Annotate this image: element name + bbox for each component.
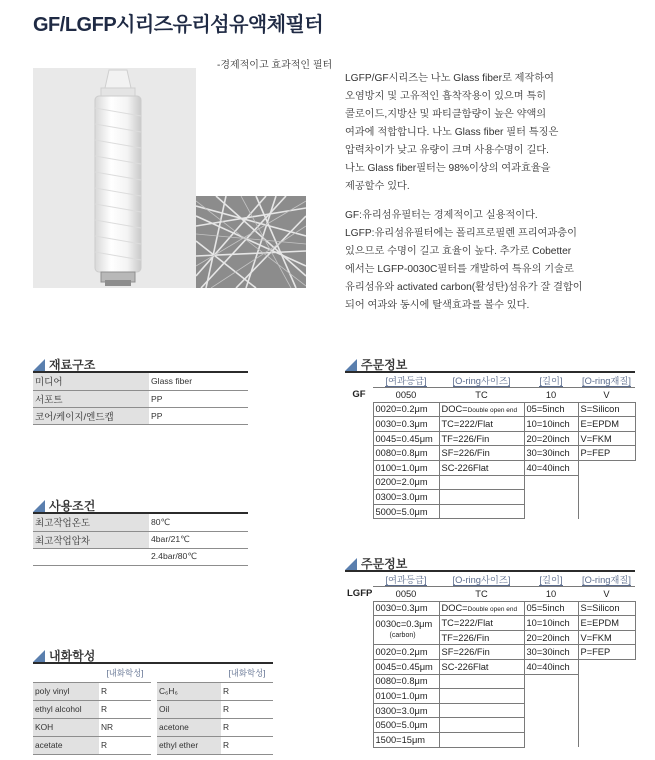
grade-option: 0300=3.0μm [373,703,439,718]
spec-label [33,548,149,565]
grade-option: 0200=2.0μm [373,475,439,490]
example-value: 10 [524,388,578,403]
chemical-table [33,664,273,755]
grade-option: 0030=0.3μm [373,601,439,616]
oring-option: DOC=Double open end [439,601,524,616]
spec-value: PP [149,407,248,424]
oring-option: TF=226/Fin [439,431,524,446]
table-row [345,660,635,675]
grade-option: 0030=0.3μm [373,417,439,432]
table-row [345,718,635,733]
description-para-1 [345,70,615,196]
spec-label: 서포트 [33,390,149,407]
example-value: TC [439,388,524,403]
material-table [33,373,248,425]
grade-option: 0045=0.45μm [373,660,439,675]
length-option: 20=20inch [524,431,578,446]
table-row [345,587,635,602]
material-option: S=Silicon [578,601,635,616]
grade-option: 0020=0.2μm [373,645,439,660]
material-option: V=FKM [578,431,635,446]
chem-value: R [99,736,151,754]
spec-label: 최고작업온도 [33,514,149,531]
order-col-header: [O-ring재질] [578,572,635,587]
example-value: 10 [524,587,578,602]
table-row [33,736,273,754]
length-option: 20=20inch [524,630,578,645]
section-marker-icon [33,650,45,662]
table-row [33,390,248,407]
oring-option: SC-226Flat [439,660,524,675]
glass-fiber-micro-image [196,196,306,288]
length-option: 05=5inch [524,402,578,417]
material-option: V=FKM [578,630,635,645]
table-row [345,417,635,432]
material-option: E=EPDM [578,616,635,631]
conditions-table [33,514,248,566]
desc-line: 되어 여과와 동시에 탈색효과를 볼수 있다. [345,300,530,311]
grade-option: 0100=1.0μm [373,689,439,704]
chem-name: poly vinyl [33,682,99,700]
table-row [33,700,273,718]
table-row [33,373,248,390]
desc-line: 에서는 LGFP-0030C필터를 개발하여 특유의 기술로 [345,264,574,275]
section-title: 재료구조 [49,357,96,372]
desc-line: LGFP:유리섬유필터에는 폴리프로필렌 프리여과층이 [345,228,577,239]
grade-option: 0080=0.8μm [373,446,439,461]
chem-name: C₆H₆ [157,682,221,700]
order-col-header: [길이] [524,572,578,587]
spec-label: 최고작업압차 [33,531,149,548]
table-row [345,402,635,417]
table-row [345,475,635,490]
grade-option: 0080=0.8μm [373,674,439,689]
desc-line: 유리섬유와 activated carbon(활성탄)섬유가 잘 결합이 [345,282,583,293]
grade-note: (carbon) [389,632,416,640]
grade-option: 0020=0.2μm [373,402,439,417]
series-code: GF [352,389,366,401]
spec-label: 미디어 [33,373,149,390]
section-marker-icon [345,359,357,371]
example-value: 0050 [373,388,439,403]
length-option: 30=30inch [524,446,578,461]
chem-value: R [99,700,151,718]
oring-note: Double open end [467,606,518,614]
order-col-header: [O-ring사이즈] [439,572,524,587]
table-row [345,572,635,587]
spec-value: 2.4bar/80℃ [149,548,248,565]
oring-option: DOC=Double open end [439,402,524,417]
order-col-header: [O-ring재질] [578,373,635,388]
oring-note: Double open end [467,407,518,415]
table-row [33,514,248,531]
order-col-header: [여과등급] [373,572,439,587]
grade-option: 0100=1.0μm [373,461,439,476]
chem-value: NR [99,718,151,736]
table-row [33,531,248,548]
section-title: 사용조건 [49,498,96,513]
chem-value: R [99,682,151,700]
spec-label: 코어/케이지/엔드캡 [33,407,149,424]
example-value: 0050 [373,587,439,602]
material-section-header [33,356,248,373]
chem-name: ethyl ether [157,736,221,754]
chem-value: R [221,700,273,718]
desc-line: GF:유리섬유필터는 경제적이고 실용적이다. [345,210,538,221]
length-option: 10=10inch [524,616,578,631]
length-option: 40=40inch [524,660,578,675]
table-row [345,703,635,718]
order-lgfp-table [345,572,636,748]
spec-value: Glass fiber [149,373,248,390]
table-row [345,504,635,519]
desc-line: 여과에 적합합니다. 나노 Glass fiber 필터 특징은 [345,127,559,138]
table-row [33,664,273,682]
example-value: TC [439,587,524,602]
chem-name: ethyl alcohol [33,700,99,718]
section-marker-icon [33,500,45,512]
example-value: V [578,388,635,403]
chem-value: R [221,682,273,700]
oring-option: SC-226Flat [439,461,524,476]
series-code: LGFP [347,588,373,600]
grade-option: 5000=5.0μm [373,504,439,519]
chem-name: Oil [157,700,221,718]
section-title: 주문정보 [361,357,408,372]
grade-option: 0500=5.0μm [373,718,439,733]
chem-value: R [221,718,273,736]
table-row [345,616,635,631]
chemical-section-header [33,647,273,664]
order-col-header: [여과등급] [373,373,439,388]
table-row [33,718,273,736]
chem-name: KOH [33,718,99,736]
grade-option: 0045=0.45μm [373,431,439,446]
spec-value: 80℃ [149,514,248,531]
table-row [345,461,635,476]
length-option: 10=10inch [524,417,578,432]
desc-line: 있으므로 수명이 길고 효율이 높다. 추가로 Cobetter [345,246,572,257]
desc-line: LGFP/GF시리즈는 나노 Glass fiber로 제작하여 [345,73,555,84]
grade-option: 0030c=0.3μm (carbon) [373,616,439,645]
grade-option: 0300=3.0μm [373,490,439,505]
table-row [345,373,635,388]
chem-header: [내화학성] [221,664,273,682]
table-row [33,548,248,565]
section-title: 주문정보 [361,556,408,571]
material-option: S=Silicon [578,402,635,417]
example-value: V [578,587,635,602]
desc-line: 콜로이드,지방산 및 파티클함량이 높은 약액의 [345,109,547,120]
table-row [345,689,635,704]
desc-line: 오염방지 및 고유적인 흡착작용이 있으며 특히 [345,91,547,102]
chem-name: acetate [33,736,99,754]
description-para-2 [345,207,615,315]
length-option: 40=40inch [524,461,578,476]
spec-value: PP [149,390,248,407]
section-marker-icon [345,558,357,570]
oring-option: SF=226/Fin [439,645,524,660]
chem-value: R [221,736,273,754]
oring-option: SF=226/Fin [439,446,524,461]
oring-option: TC=222/Flat [439,616,524,631]
spec-value: 4bar/21℃ [149,531,248,548]
order-gf-section-header [345,356,635,373]
table-row [345,431,635,446]
order-lgfp-section-header [345,555,635,572]
material-option: P=FEP [578,446,635,461]
section-marker-icon [33,359,45,371]
length-option: 05=5inch [524,601,578,616]
material-option: E=EPDM [578,417,635,432]
page-title: GF/LGFP시리즈유리섬유액체필터 [33,14,324,36]
oring-option: TF=226/Fin [439,630,524,645]
filter-cartridge-image [33,68,196,288]
table-row [345,674,635,689]
table-row [33,407,248,424]
table-row [345,388,635,403]
page-subtitle: -경제적이고 효과적인 필터 [217,60,333,71]
table-row [33,682,273,700]
order-gf-table [345,373,636,519]
section-title: 내화학성 [49,648,96,663]
conditions-section-header [33,497,248,514]
order-col-header: [길이] [524,373,578,388]
table-row [345,490,635,505]
order-col-header: [O-ring사이즈] [439,373,524,388]
chem-name: acetone [157,718,221,736]
table-row [345,733,635,748]
oring-option: TC=222/Flat [439,417,524,432]
chem-header: [내화학성] [99,664,151,682]
length-option: 30=30inch [524,645,578,660]
desc-line: 나노 Glass fiber필터는 98%이상의 여과효율을 [345,163,551,174]
desc-line: 제공할수 있다. [345,181,410,192]
table-row [345,601,635,616]
table-row [345,645,635,660]
grade-option: 1500=15μm [373,733,439,748]
material-option: P=FEP [578,645,635,660]
desc-line: 압력차이가 낮고 유량이 크며 사용수명이 길다. [345,145,549,156]
table-row [345,446,635,461]
